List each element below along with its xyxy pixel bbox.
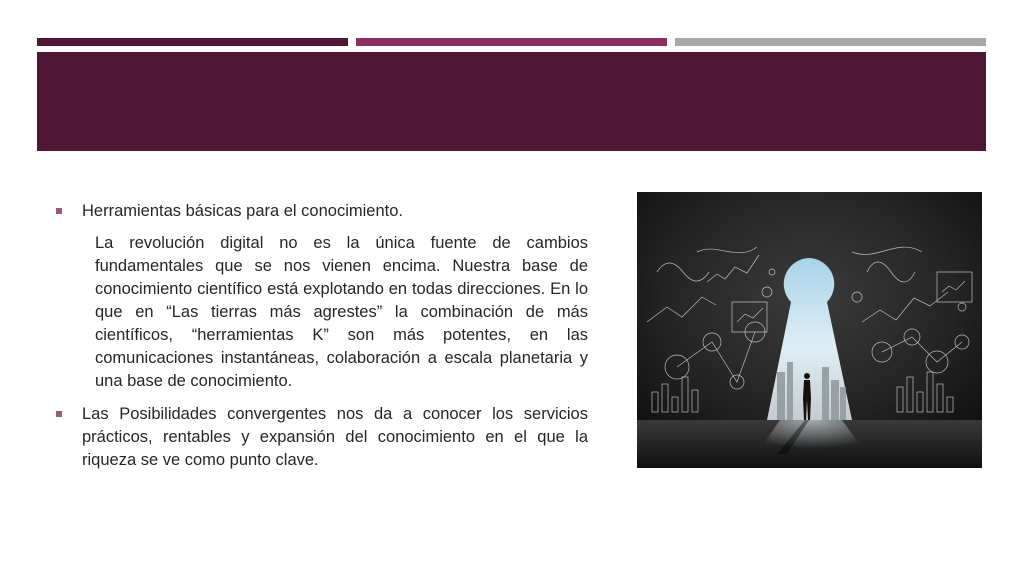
bullet-item	[56, 200, 588, 223]
title-band	[37, 52, 986, 151]
bullet-item	[56, 403, 588, 472]
bullet-text: Herramientas básicas para el conocimiento.	[82, 202, 403, 220]
accent-bar-gray	[675, 38, 986, 46]
accent-bar-magenta	[356, 38, 667, 46]
square-bullet-icon	[56, 208, 62, 214]
square-bullet-icon	[56, 411, 62, 417]
sub-paragraph: La revolución digital no es la única fuente de cambios fundamentales que se nos vienen encima. Nuestra base de conocimiento científico está explotando en todas direcciones. En lo que en “Las tierras más agrestes” la combinación de más científicos, “herramientas K” son más potentes, en las comunicaciones instantáneas, colaboración a escala planetaria y una base de conocimiento.	[95, 234, 588, 390]
slide-body	[56, 200, 588, 472]
keyhole-doorway-photo	[637, 192, 982, 468]
accent-bar-dark	[37, 38, 348, 46]
bullet-text: Las Posibilidades convergentes nos da a conocer los servicios prácticos, rentables y expansión del conocimiento en el que la riqueza se ve como punto clave.	[82, 405, 588, 469]
